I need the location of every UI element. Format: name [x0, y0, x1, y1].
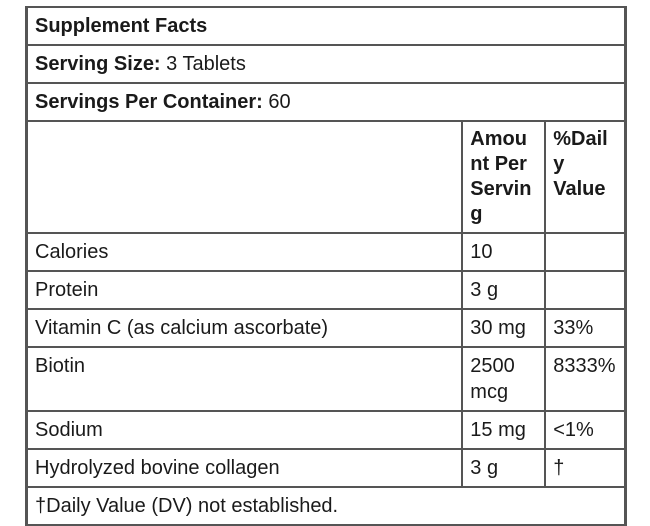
nutrient-name: Biotin: [27, 347, 462, 411]
nutrient-daily-value: [545, 233, 625, 271]
nutrient-daily-value: 33%: [545, 309, 625, 347]
column-header-row: [27, 121, 625, 233]
nutrient-amount: 30 mg: [462, 309, 545, 347]
nutrient-daily-value: 8333%: [545, 347, 625, 411]
nutrient-amount: 3 g: [462, 449, 545, 487]
table-row: [27, 411, 625, 449]
servings-per-container-row: [27, 83, 625, 121]
nutrient-name: Sodium: [27, 411, 462, 449]
footnote-row: [27, 487, 625, 525]
nutrient-name: Vitamin C (as calcium ascorbate): [27, 309, 462, 347]
nutrient-amount: 15 mg: [462, 411, 545, 449]
serving-size-value: 3 Tablets: [160, 53, 246, 75]
table-row: [27, 449, 625, 487]
servings-per-container: [27, 83, 625, 121]
title-row: [27, 7, 625, 45]
nutrient-daily-value: <1%: [545, 411, 625, 449]
nutrient-daily-value: [545, 271, 625, 309]
daily-value-header: %Daily Value: [545, 121, 625, 233]
table-row: [27, 271, 625, 309]
nutrient-amount: 3 g: [462, 271, 545, 309]
supplement-facts-panel: [25, 6, 627, 526]
supplement-facts-table: [26, 6, 626, 526]
serving-size: [27, 45, 625, 83]
nutrient-name: Protein: [27, 271, 462, 309]
label-title: Supplement Facts: [27, 7, 625, 45]
serving-size-label: Serving Size:: [35, 53, 161, 75]
nutrient-amount: 10: [462, 233, 545, 271]
table-row: [27, 347, 625, 411]
table-row: [27, 309, 625, 347]
nutrient-name: Hydrolyzed bovine collagen: [27, 449, 462, 487]
header-blank-cell: [27, 121, 462, 233]
nutrient-daily-value: †: [545, 449, 625, 487]
nutrient-name: Calories: [27, 233, 462, 271]
servings-per-container-value: 60: [262, 91, 291, 113]
amount-per-serving-header: Amount Per Serving: [462, 121, 545, 233]
table-row: [27, 233, 625, 271]
nutrient-amount: 2500 mcg: [462, 347, 545, 411]
servings-per-container-label: Servings Per Container:: [35, 91, 263, 113]
serving-size-row: [27, 45, 625, 83]
footnote: †Daily Value (DV) not established.: [27, 487, 625, 525]
